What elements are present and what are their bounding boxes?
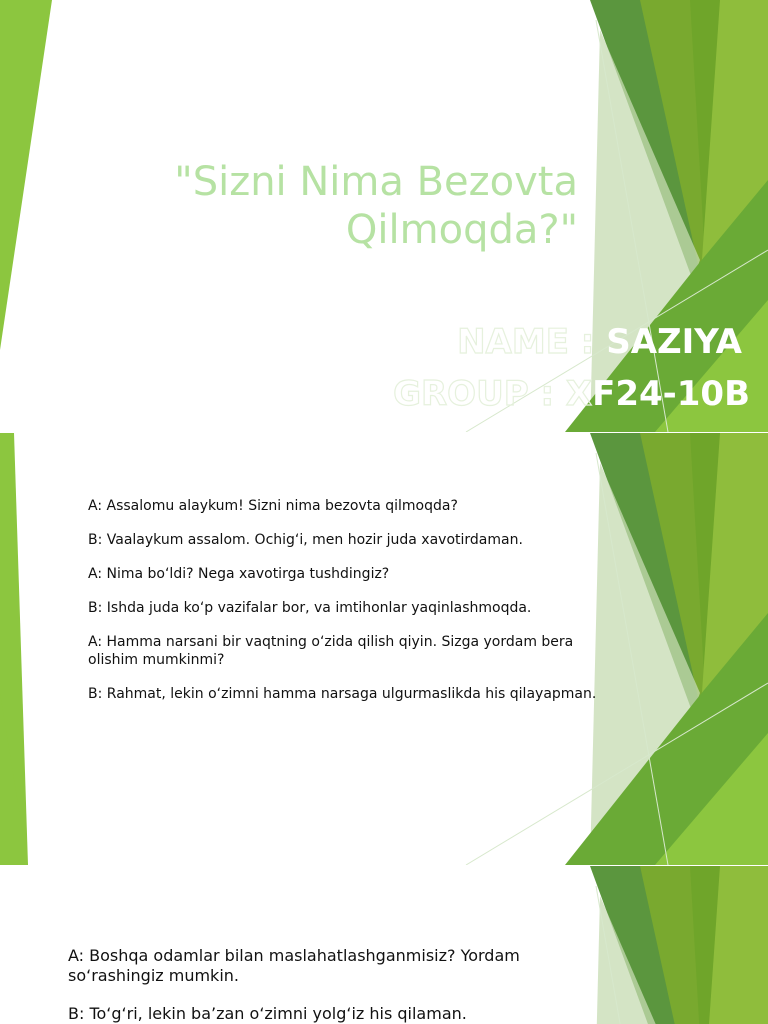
group-value: F24-10B [592,374,750,414]
dialogue-line: A: Boshqa odamlar bilan maslahatlashganmisiz? Yordam so‘rashingiz mumkin. [68,946,520,985]
dialogue-line: A: Assalomu alaykum! Sizni nima bezovta qilmoqda? [88,498,458,514]
dialogue-line: B: Ishda juda ko‘p vazifalar bor, va imtihonlar yaqinlashmoqda. [88,600,532,616]
slide-title: "Sizni Nima Bezovta Qilmoqda?" [174,159,578,253]
dialogue-text [88,497,598,719]
student-name [457,322,742,362]
dialogue-text [68,946,538,1024]
dialogue-line: A: Hamma narsani bir vaqtning o‘zida qilish qiyin. Sizga yordam bera olishim mumkinmi? [88,634,574,668]
dialogue-slide-2 [0,866,768,1024]
student-group [393,374,750,414]
name-value: SAZIYA [606,322,742,362]
dialogue-slide-1 [0,433,768,865]
dialogue-line: B: To‘g‘ri, lekin ba’zan o‘zimni yolg‘iz his qilaman. [68,1004,467,1023]
dialogue-line: A: Nima bo‘ldi? Nega xavotirga tushdingiz? [88,566,390,582]
title-slide [0,0,768,432]
group-label: GROUP : X [393,374,593,414]
name-label: NAME : [457,322,607,362]
dialogue-line: B: Vaalaykum assalom. Ochig‘i, men hozir juda xavotirdaman. [88,532,523,548]
dialogue-line: B: Rahmat, lekin o‘zimni hamma narsaga ulgurmaslikda his qilayapman. [88,686,597,702]
